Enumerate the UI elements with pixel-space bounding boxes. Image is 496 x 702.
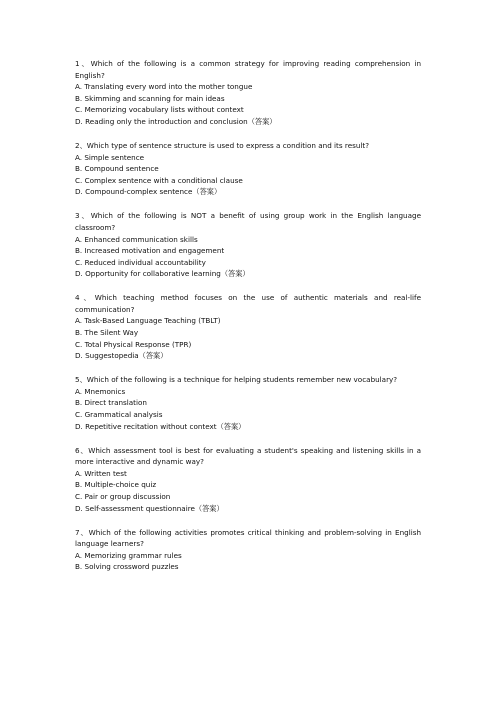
option-b: B. Direct translation <box>75 398 147 408</box>
option-b: B. Multiple-choice quiz <box>75 480 157 490</box>
question-7 <box>75 527 421 573</box>
option-b: B. Compound sentence <box>75 164 159 174</box>
option-c: C. Memorizing vocabulary lists without context <box>75 105 244 115</box>
option-c: C. Total Physical Response (TPR) <box>75 339 192 349</box>
option-b: B. Solving crossword puzzles <box>75 562 179 572</box>
option-d: D. Self-assessment questionnaire（答案） <box>75 503 224 513</box>
question-6 <box>75 445 421 515</box>
option-d: D. Opportunity for collaborative learning（答案） <box>75 269 250 279</box>
option-c: C. Pair or group discussion <box>75 491 171 501</box>
option-a: A. Memorizing grammar rules <box>75 550 182 560</box>
option-d: D. Reading only the introduction and conclusion（答案） <box>75 116 277 126</box>
question-stem: 4、Which teaching method focuses on the use of authentic materials and real-life communication? <box>75 293 421 314</box>
question-3 <box>75 210 421 280</box>
option-a: A. Translating every word into the mother tongue <box>75 82 253 92</box>
option-c: C. Complex sentence with a conditional clause <box>75 175 243 185</box>
question-stem: 6、Which assessment tool is best for evaluating a student's speaking and listening skills in a more interactive and dynamic way? <box>75 445 421 467</box>
option-a: A. Written test <box>75 468 127 478</box>
question-2 <box>75 140 421 198</box>
option-d: D. Suggestopedia（答案） <box>75 351 168 361</box>
option-a: A. Task-Based Language Teaching (TBLT) <box>75 316 221 326</box>
option-b: B. Skimming and scanning for main ideas <box>75 93 225 103</box>
question-1 <box>75 58 421 128</box>
question-stem: 7、Which of the following activities promotes critical thinking and problem-solving in English language learners? <box>75 527 421 549</box>
question-stem: 5、Which of the following is a technique for helping students remember new vocabulary? <box>75 375 398 385</box>
option-b: B. The Silent Way <box>75 328 139 338</box>
question-stem: 2、Which type of sentence structure is used to express a condition and its result? <box>75 140 370 150</box>
option-c: C. Reduced individual accountability <box>75 257 206 267</box>
option-d: D. Repetitive recitation without context（答案） <box>75 421 246 431</box>
option-b: B. Increased motivation and engagement <box>75 246 225 256</box>
question-5 <box>75 374 421 432</box>
option-a: A. Mnemonics <box>75 386 126 396</box>
option-c: C. Grammatical analysis <box>75 410 163 419</box>
question-4 <box>75 292 421 362</box>
option-a: A. Enhanced communication skills <box>75 234 198 244</box>
question-stem: 1、Which of the following is a common strategy for improving reading comprehension in English? <box>75 59 421 80</box>
question-stem: 3、Which of the following is NOT a benefit of using group work in the English language classroom? <box>75 211 421 232</box>
option-d: D. Compound-complex sentence（答案） <box>75 187 222 197</box>
option-a: A. Simple sentence <box>75 152 145 162</box>
